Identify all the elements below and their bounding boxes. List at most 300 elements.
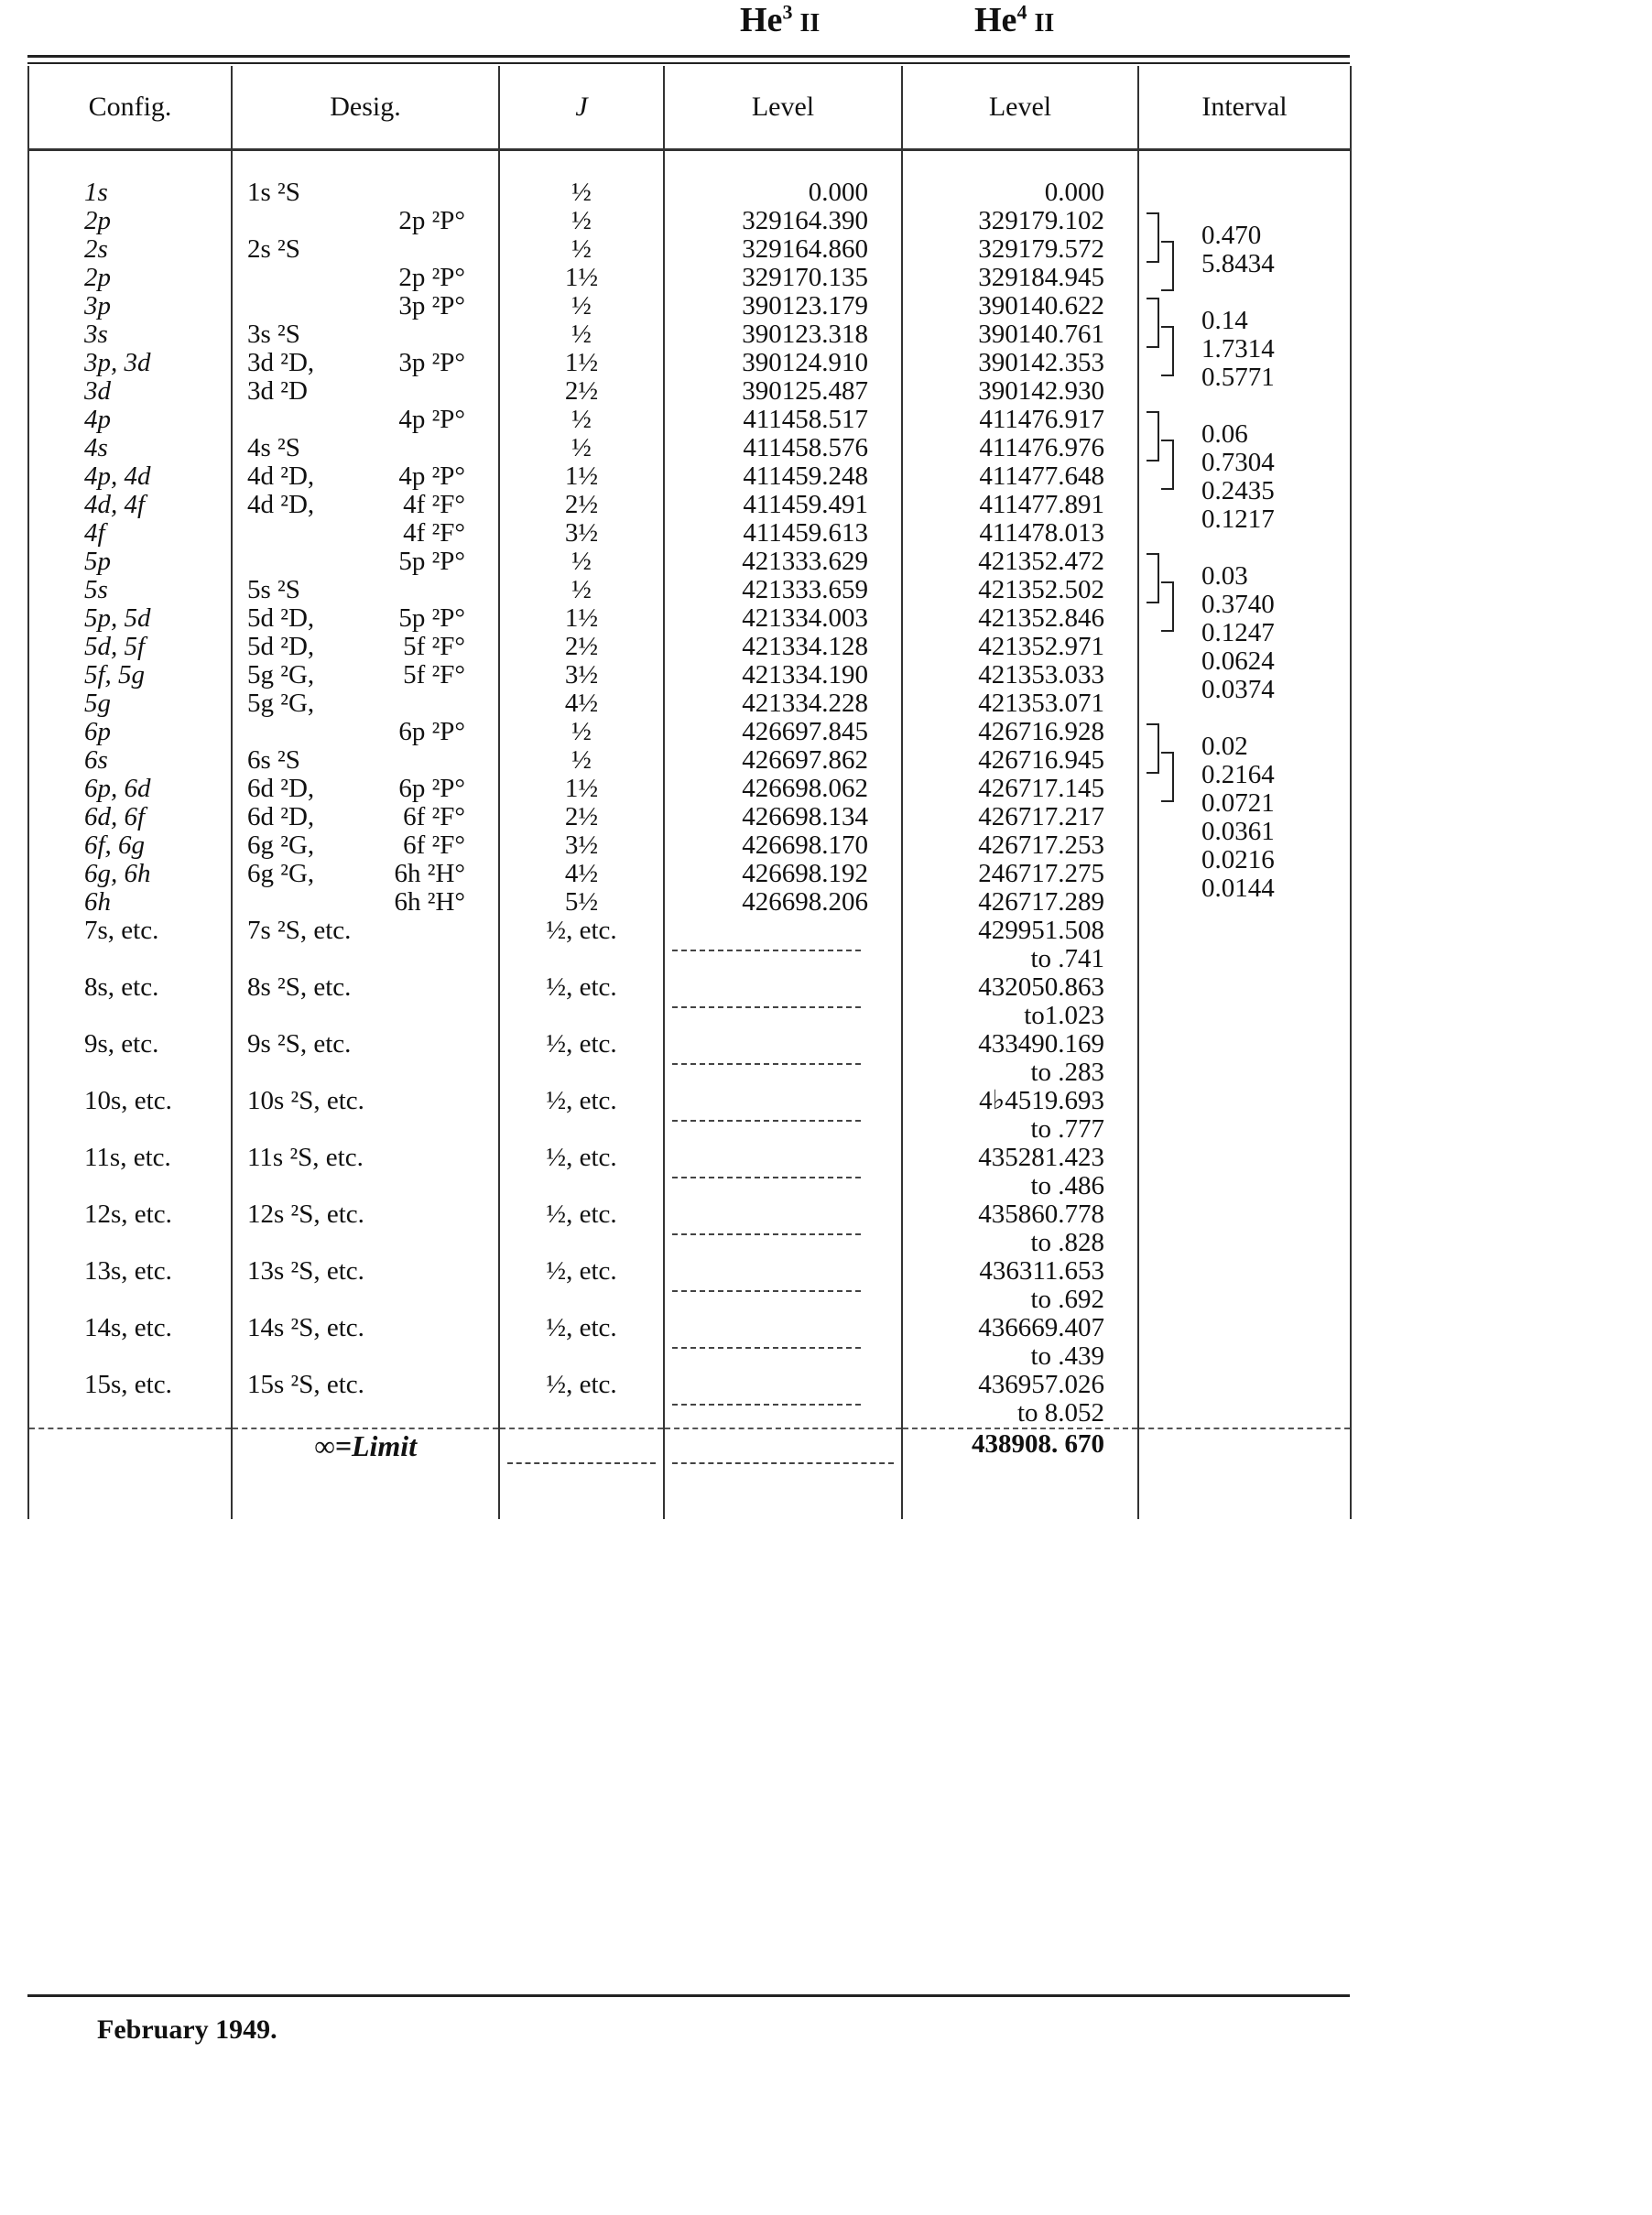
desig-line [247,718,498,746]
j-value: ½, etc. [546,1313,617,1342]
he4-level-range: to .741 [1030,944,1104,973]
interval-value: 0.0216 [1201,845,1275,874]
j-cell [499,406,664,548]
he4-level-value: 421353.033 [978,660,1104,689]
series-row [28,1200,1351,1257]
desig-cell [232,1200,499,1257]
j-value: 1½ [564,774,599,803]
interval-cell [1138,718,1351,917]
interval-value: 5.8434 [1201,249,1275,278]
desig-line [247,462,498,491]
desig-left: 3d ²D, [247,348,315,377]
he4-level-value: 246717.275 [978,859,1104,888]
he3-level-value: 426698.062 [742,774,868,803]
he4-level-value: 436957.026 [978,1370,1104,1399]
he3-level-cell [664,973,902,1030]
he3-level-value: 390125.487 [742,376,868,406]
desig-cell [232,1314,499,1371]
desig-line [247,604,498,633]
he4-level-value: 411476.917 [979,405,1104,434]
interval-cell [1138,1030,1351,1087]
interval-value: 0.0624 [1201,646,1275,676]
desig-left: 6d ²D, [247,802,315,831]
desig-cell [232,292,499,406]
interval-cell [1138,406,1351,548]
desig-cell [232,718,499,917]
he4-level-value: 426717.145 [978,774,1104,803]
bracket-mark [1147,411,1159,461]
he3-level-value: 426698.170 [742,831,868,860]
desig-right: 6p ²P° [398,774,465,803]
he3-level-value: 0.000 [808,178,868,207]
he3-symbol: He [740,1,783,39]
he4-level-cell [902,1371,1138,1428]
bracket-mark [1161,241,1174,291]
desig-left: 6s ²S [247,745,300,775]
desig-line [247,576,498,604]
he4-level-range: to .486 [1030,1171,1104,1200]
he3-level-cell [664,548,902,718]
config-value: 11s, etc. [84,1143,171,1172]
he3-level-value: 390123.318 [742,320,868,349]
desig-line [247,803,498,831]
desig-line [247,661,498,689]
desig-left: 5g ²G, [247,689,315,718]
interval-cell [1138,917,1351,973]
config-value: 12s, etc. [84,1200,172,1229]
he3-level-value: 426698.134 [742,802,868,831]
he3-mass: 3 [782,0,793,24]
he4-header [974,0,1054,40]
interval-value: 0.3740 [1201,590,1275,619]
he3-placeholder-dash [672,973,861,1008]
j-value: 3½ [564,518,599,548]
desig-line [247,746,498,775]
series-row [28,1371,1351,1428]
he4-level-range: to .828 [1030,1228,1104,1257]
series-row [28,1087,1351,1144]
desig-value: 12s ²S, etc. [247,1200,364,1229]
j-value: 4½ [564,859,599,888]
he4-level-value: 421352.971 [978,632,1104,661]
desig-left: 4s ²S [247,433,300,462]
j-value: ½ [571,575,592,604]
top-rule [27,55,1350,58]
j-value: ½, etc. [546,1143,617,1172]
j-value: ½, etc. [546,1200,617,1229]
series-row [28,1144,1351,1200]
interval-cell [1138,548,1351,718]
he4-level-value: 426717.217 [978,802,1104,831]
j-value: ½ [571,717,592,746]
desig-right: 6f ²F° [403,831,465,860]
config-value: 5p [84,547,111,576]
desig-right: 6f ²F° [403,802,465,831]
he3-level-value: 329164.390 [742,206,868,235]
he3-placeholder-dash [672,1144,861,1178]
config-value: 5s [84,575,108,604]
bracket-mark [1147,553,1159,603]
he4-level-cell [902,292,1138,406]
he4-level-value: 432050.863 [978,972,1104,1002]
config-cell [28,1200,232,1257]
he4-level-value: 435281.423 [978,1143,1104,1172]
he3-level-value: 421333.629 [742,547,868,576]
config-cell [28,718,232,917]
j-value: ½ [571,178,592,207]
he4-level-cell [902,917,1138,973]
j-cell [499,917,664,973]
he4-level-cell [902,1314,1138,1371]
he3-level-value: 421334.190 [742,660,868,689]
desig-left: 6g ²G, [247,859,315,888]
he3-level-value: 390123.179 [742,291,868,320]
bracket-mark [1161,440,1174,490]
limit-he4-value: 438908. 670 [902,1428,1138,1519]
j-value: ½ [571,206,592,235]
j-value: ½ [571,405,592,434]
desig-right: 3p ²P° [398,348,465,377]
header-j: J [499,66,664,150]
header-row [28,66,1351,150]
config-value: 6p, 6d [84,774,151,803]
he4-level-cell [902,718,1138,917]
he4-level-value: 426717.289 [978,887,1104,917]
j-value: ½, etc. [546,1029,617,1059]
j-cell [499,1371,664,1428]
desig-right: 4f ²F° [403,490,465,519]
interval-value: 0.1217 [1201,505,1275,534]
he3-level-value: 426698.192 [742,859,868,888]
level-group [28,718,1351,917]
he4-level-cell [902,973,1138,1030]
interval-value: 0.0361 [1201,817,1275,846]
config-value: 10s, etc. [84,1086,172,1115]
interval-cell [1138,1087,1351,1144]
footer-date: February 1949. [97,2014,277,2045]
j-value: 3½ [564,660,599,689]
config-value: 2s [84,234,108,264]
interval-values [1198,718,1275,917]
j-cell [499,973,664,1030]
config-cell [28,179,232,207]
bracket-mark [1147,723,1159,774]
interval-value: 0.0144 [1201,874,1275,903]
he4-level-range: to .777 [1030,1114,1104,1144]
he4-level-value: 433490.169 [978,1029,1104,1059]
desig-right: 2p ²P° [398,263,465,292]
he4-level-value: 421352.846 [978,603,1104,633]
interval-value: 0.2435 [1201,476,1275,505]
he3-level-cell [664,179,902,207]
config-cell [28,1371,232,1428]
desig-right: 5p ²P° [398,547,465,576]
j-cell [499,292,664,406]
header-config: Config. [28,66,232,150]
config-value: 6h [84,887,111,917]
desig-cell [232,1144,499,1200]
interval-values [1198,548,1275,718]
desig-value: 15s ²S, etc. [247,1370,364,1399]
he3-placeholder-dash [672,1371,861,1406]
he3-level-value: 421334.228 [742,689,868,718]
bracket-mark [1147,212,1159,263]
desig-value: 13s ²S, etc. [247,1256,364,1286]
he3-level-value: 411459.491 [743,490,868,519]
j-value: ½ [571,234,592,264]
desig-line [247,406,498,434]
level-group [28,548,1351,718]
j-value: ½, etc. [546,1256,617,1286]
config-value: 4f [84,518,105,548]
he3-level-cell [664,1144,902,1200]
j-value: ½, etc. [546,1370,617,1399]
he4-level-value: 426717.253 [978,831,1104,860]
he4-level-value: 390142.353 [978,348,1104,377]
he3-level-value: 411459.248 [743,461,868,491]
he3-level-cell [664,292,902,406]
interval-value: 0.5771 [1201,363,1275,392]
desig-line [247,689,498,718]
interval-cell [1138,1200,1351,1257]
desig-line [247,320,498,349]
desig-right: 4p ²P° [398,405,465,434]
config-value: 9s, etc. [84,1029,159,1059]
he3-level-value: 421334.003 [742,603,868,633]
config-value: 6d, 6f [84,802,146,831]
config-value: 3p, 3d [84,348,151,377]
he3-level-value: 426697.845 [742,717,868,746]
he3-placeholder-dash [672,1314,861,1349]
j-cell [499,1030,664,1087]
config-value: 3s [84,320,108,349]
interval-cell [1138,1371,1351,1428]
he3-level-value: 390124.910 [742,348,868,377]
interval-value: 0.06 [1201,419,1248,449]
series-row [28,917,1351,973]
interval-cell [1138,179,1351,207]
he4-level-cell [902,207,1138,292]
table-body [28,150,1351,1520]
j-cell [499,1200,664,1257]
he4-level-range: to .692 [1030,1285,1104,1314]
desig-left: 6g ²G, [247,831,315,860]
desig-cell [232,406,499,548]
config-value: 3p [84,291,111,320]
desig-right: 6h ²H° [394,887,465,917]
j-cell [499,1087,664,1144]
j-cell [499,1257,664,1314]
config-value: 6g, 6h [84,859,151,888]
desig-line [247,235,498,264]
config-value: 3d [84,376,111,406]
config-value: 5p, 5d [84,603,151,633]
j-value: ½, etc. [546,1086,617,1115]
interval-cell [1138,1144,1351,1200]
config-cell [28,917,232,973]
desig-left: 3s ²S [247,320,300,349]
he3-level-cell [664,207,902,292]
he4-level-range: to 8.052 [1016,1398,1104,1428]
config-value: 6s [84,745,108,775]
desig-value: 9s ²S, etc. [247,1029,352,1059]
j-value: ½ [571,291,592,320]
series-row [28,1257,1351,1314]
he4-level-value: 411476.976 [979,433,1104,462]
interval-value: 0.2164 [1201,760,1275,789]
config-value: 2p [84,263,111,292]
header-interval: Interval [1138,66,1351,150]
config-cell [28,973,232,1030]
j-value: 1½ [564,263,599,292]
he3-placeholder-dash [672,1257,861,1292]
he4-level-value: 421352.472 [978,547,1104,576]
j-value: 5½ [564,887,599,917]
energy-level-table [27,66,1352,1519]
he4-stage: II [1034,9,1055,38]
config-value: 15s, etc. [84,1370,172,1399]
level-group [28,179,1351,207]
j-cell [499,548,664,718]
desig-right: 3p ²P° [398,291,465,320]
limit-j-dash [507,1429,656,1464]
desig-right: 5p ²P° [398,603,465,633]
desig-cell [232,207,499,292]
j-value: ½, etc. [546,972,617,1002]
j-value: 1½ [564,348,599,377]
config-value: 7s, etc. [84,916,159,945]
config-cell [28,1257,232,1314]
limit-he3-dash [672,1429,894,1464]
desig-cell [232,917,499,973]
he4-level-cell [902,1200,1138,1257]
interval-value: 0.02 [1201,732,1248,761]
desig-line [247,548,498,576]
desig-cell [232,1030,499,1087]
desig-right: 5f ²F° [403,632,465,661]
limit-he3-cell [664,1428,902,1519]
limit-label: ∞=Limit [232,1428,499,1519]
j-value: 1½ [564,461,599,491]
desig-line [247,377,498,406]
he4-level-value: 0.000 [1044,178,1104,207]
desig-cell [232,1087,499,1144]
he4-level-value: 390140.622 [978,291,1104,320]
bracket-mark [1161,326,1174,376]
he3-placeholder-dash [672,1087,861,1122]
config-cell [28,406,232,548]
desig-left: 5d ²D, [247,603,315,633]
he3-level-value: 426697.862 [742,745,868,775]
he4-level-value: 4♭4519.693 [979,1086,1104,1115]
he3-header [740,0,820,40]
desig-line [247,264,498,292]
config-value: 5g [84,689,111,718]
desig-right: 6h ²H° [394,859,465,888]
j-value: ½ [571,547,592,576]
interval-brackets [1139,718,1198,917]
level-group [28,292,1351,406]
j-value: ½ [571,320,592,349]
desig-line [247,179,498,207]
desig-left: 5s ²S [247,575,300,604]
he4-level-range: to .439 [1030,1341,1104,1371]
limit-j-cell [499,1428,664,1519]
interval-value: 0.0374 [1201,675,1275,704]
he3-level-value: 426698.206 [742,887,868,917]
desig-line [247,434,498,462]
he3-level-cell [664,1030,902,1087]
desig-left: 3d ²D [247,376,308,406]
j-value: 2½ [564,490,599,519]
interval-brackets [1139,548,1198,718]
j-cell [499,718,664,917]
desig-value: 14s ²S, etc. [247,1313,364,1342]
he3-level-cell [664,1257,902,1314]
config-value: 6f, 6g [84,831,146,860]
config-value: 1s [84,178,108,207]
he4-level-value: 411478.013 [979,518,1104,548]
desig-line [247,888,498,917]
he4-level-value: 411477.648 [979,461,1104,491]
he4-level-value: 426716.928 [978,717,1104,746]
desig-left: 5g ²G, [247,660,315,689]
he4-level-range: to1.023 [1024,1001,1104,1030]
desig-value: 7s ²S, etc. [247,916,352,945]
desig-value: 10s ²S, etc. [247,1086,364,1115]
j-value: 2½ [564,802,599,831]
he4-level-cell [902,1144,1138,1200]
j-value: 3½ [564,831,599,860]
he3-level-value: 411458.517 [743,405,868,434]
he4-level-value: 436669.407 [978,1313,1104,1342]
bracket-mark [1161,581,1174,632]
config-value: 6p [84,717,111,746]
config-cell [28,292,232,406]
desig-cell [232,973,499,1030]
interval-cell [1138,1257,1351,1314]
he3-level-value: 421333.659 [742,575,868,604]
he4-level-value: 411477.891 [979,490,1104,519]
desig-line [247,633,498,661]
desig-left: 4d ²D, [247,461,315,491]
he4-level-value: 390142.930 [978,376,1104,406]
he3-level-value: 411459.613 [743,518,868,548]
interval-wrap [1139,292,1350,406]
desig-left: 2s ²S [247,234,300,264]
he4-level-value: 421352.502 [978,575,1104,604]
he4-level-value: 390140.761 [978,320,1104,349]
interval-wrap [1139,406,1350,548]
series-row [28,973,1351,1030]
header-desig: Desig. [232,66,499,150]
config-value: 14s, etc. [84,1313,172,1342]
he3-level-cell [664,1087,902,1144]
he3-level-value: 421334.128 [742,632,868,661]
desig-right: 5f ²F° [403,660,465,689]
desig-line [247,860,498,888]
limit-row [28,1428,1351,1519]
he3-level-value: 329164.860 [742,234,868,264]
he4-level-value: 435860.778 [978,1200,1104,1229]
bottom-rule [27,1994,1350,1997]
desig-cell [232,179,499,207]
he4-mass: 4 [1016,0,1027,24]
he4-level-value: 421353.071 [978,689,1104,718]
j-value: 4½ [564,689,599,718]
he3-level-cell [664,718,902,917]
interval-wrap [1139,548,1350,718]
